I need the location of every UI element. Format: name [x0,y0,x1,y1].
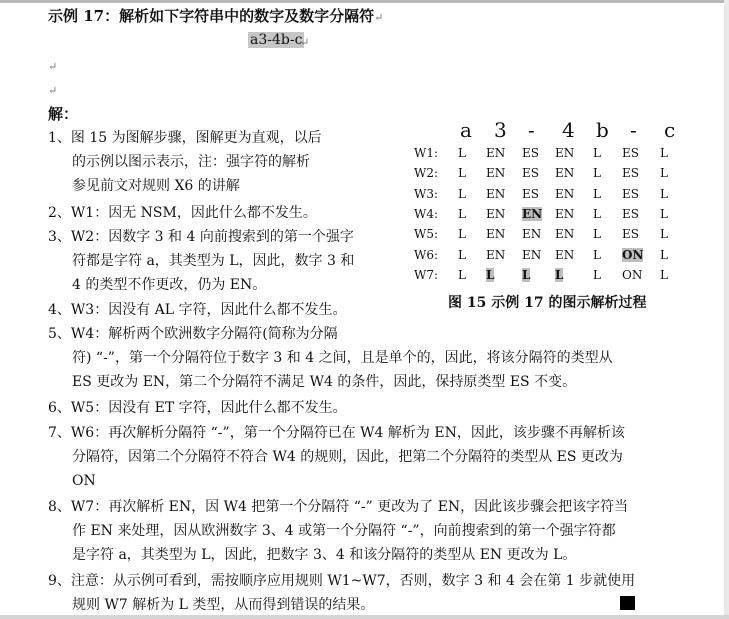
figure-cell: L [660,267,668,282]
figure-cell: ES [522,146,539,160]
list-line: 符) “-”，第一个分隔符位于数字 3 和 4 之间，且是单个的，因此，将该分隔符的类型从 [72,350,613,366]
text-cursor-block [620,596,635,610]
figure-cell: L [458,146,466,160]
figure-cell: EN [522,206,543,221]
figure-cell: L [660,247,668,262]
list-line: 8、W7：再次解析 EN，因 W4 把第一个分隔符 “-” 更改为了 EN，因此该步骤会把该字符当 [48,499,629,515]
figure-cell: EN [522,227,542,242]
figure-cell: EN [555,206,575,221]
figure-cell: L [486,267,495,282]
figure-row-label: W4: [414,206,439,221]
figure-cell: L [458,227,466,242]
figure-cell: L [593,186,601,201]
figure-cell: L [593,247,601,262]
figure-cell: L [593,267,601,282]
figure-row [410,187,690,205]
empty-paragraph-mark: ↵ [48,84,58,97]
figure-cell: L [660,227,668,242]
figure-cell: L [458,247,466,262]
figure-cell: L [458,267,466,282]
example-string: a3-4b-c [250,32,303,48]
figure-cell: EN [486,146,506,160]
window-right-edge [724,0,729,619]
figure-cell: L [593,166,601,181]
list-line: 3、W2：因数字 3 和 4 向前搜索到的第一个强字 [48,229,354,245]
figure-row-label: W1: [414,146,439,160]
figure-cell: EN [486,186,506,201]
figure-cell: L [660,146,668,160]
figure-cell: L [660,186,668,201]
figure-cell: EN [555,166,575,181]
figure-row [410,207,690,225]
figure-row-label: W7: [414,267,439,282]
figure-cell: ES [622,186,639,201]
figure-cell: EN [522,247,542,262]
figure-cell: EN [555,186,575,201]
figure-cell: EN [555,146,575,160]
paragraph-mark: ↵ [300,36,310,49]
figure-cell: EN [486,247,506,262]
figure-char: - [528,118,535,142]
list-line: 6、W5：因没有 ET 字符，因此什么都不发生。 [48,400,347,416]
figure-row [410,248,690,266]
figure-cell: EN [486,206,506,221]
figure-cell: L [522,267,531,282]
list-line: 5、W4：解析两个欧洲数字分隔符(简称为分隔 [48,326,338,342]
figure-cell: EN [486,166,506,181]
figure-row-label: W5: [414,227,439,242]
figure-row [410,146,690,164]
figure-cell: L [555,267,564,282]
figure-row [410,166,690,184]
status-bar [0,615,729,619]
page-title: 示例 17：解析如下字符串中的数字及数字分隔符↵ [48,7,384,25]
list-line: 4 的类型不作更改，仍为 EN。 [72,277,267,293]
figure-cell: ES [622,227,639,242]
figure-cell: L [660,166,668,181]
figure-cell: L [593,206,601,221]
list-line: 分隔符，因第二个分隔符不符合 W4 的规则，因此，把第二个分隔符的类型从 ES 更改为 [72,449,623,465]
figure-cell: L [660,206,668,221]
figure-cell: ES [522,166,539,181]
list-line: 规则 W7 解析为 L 类型，从而得到错误的结果。 [72,597,375,613]
list-line: 的示例以图示表示，注：强字符的解析 [72,154,310,170]
figure-cell: EN [486,227,506,242]
figure-cell: L [593,146,601,160]
figure-cell: L [593,227,601,242]
figure-char: b [596,118,609,142]
figure-caption: 图 15 示例 17 的图示解析过程 [448,295,647,311]
figure-char: a [460,118,472,142]
figure-cell: EN [555,247,575,262]
list-line: 1、图 15 为图解步骤，图解更为直观，以后 [48,130,322,146]
page-top-border [0,0,729,3]
figure-row-label: W2: [414,166,439,181]
figure-row-label: W3: [414,186,439,201]
list-line: 是字符 a，其类型为 L，因此，把数字 3、4 和该分隔符的类型从 EN 更改为 L。 [72,547,577,563]
figure-cell: ES [522,186,539,201]
figure-cell: EN [555,227,575,242]
figure-row-label: W6: [414,247,439,262]
list-line: 9、注意：从示例可看到，需按顺序应用规则 W1~W7，否则，数字 3 和 4 会在第 1 步就使用 [48,573,636,589]
empty-paragraph-mark: ↵ [48,60,58,73]
figure-char: - [630,118,637,142]
list-line: ON [72,473,96,489]
figure-cell: L [458,186,466,201]
figure-cell: ES [622,146,639,160]
figure-cell: ES [622,206,639,221]
list-line: ES 更改为 EN，第二个分隔符不满足 W4 的条件，因此，保持原类型 ES 不变。 [72,374,577,390]
figure-row [410,227,690,245]
list-line: 符都是字符 a，其类型为 L，因此，数字 3 和 [72,253,355,269]
list-line: 参见前文对规则 X6 的讲解 [72,178,240,194]
list-line: 4、W3：因没有 AL 字符，因此什么都不发生。 [48,302,347,318]
figure-row [410,268,690,286]
figure-cell: ON [622,247,644,262]
list-line: 7、W6：再次解析分隔符 “-”，第一个分隔符已在 W4 解析为 EN，因此，该步骤不再解析该 [48,425,625,441]
figure-cell: ON [622,267,643,282]
figure-cell: ES [622,166,639,181]
solution-label: 解： [48,105,79,123]
figure-char: c [664,118,676,142]
figure-char: 3 [494,118,507,142]
list-line: 2、W1：因无 NSM，因此什么都不发生。 [48,205,317,221]
list-line: 作 EN 来处理，因从欧洲数字 3、4 或第一个分隔符 “-”，向前搜索到的第一个强字符都 [72,523,616,539]
figure-cell: L [458,206,466,221]
figure-cell: L [458,166,466,181]
figure-char: 4 [562,118,575,142]
